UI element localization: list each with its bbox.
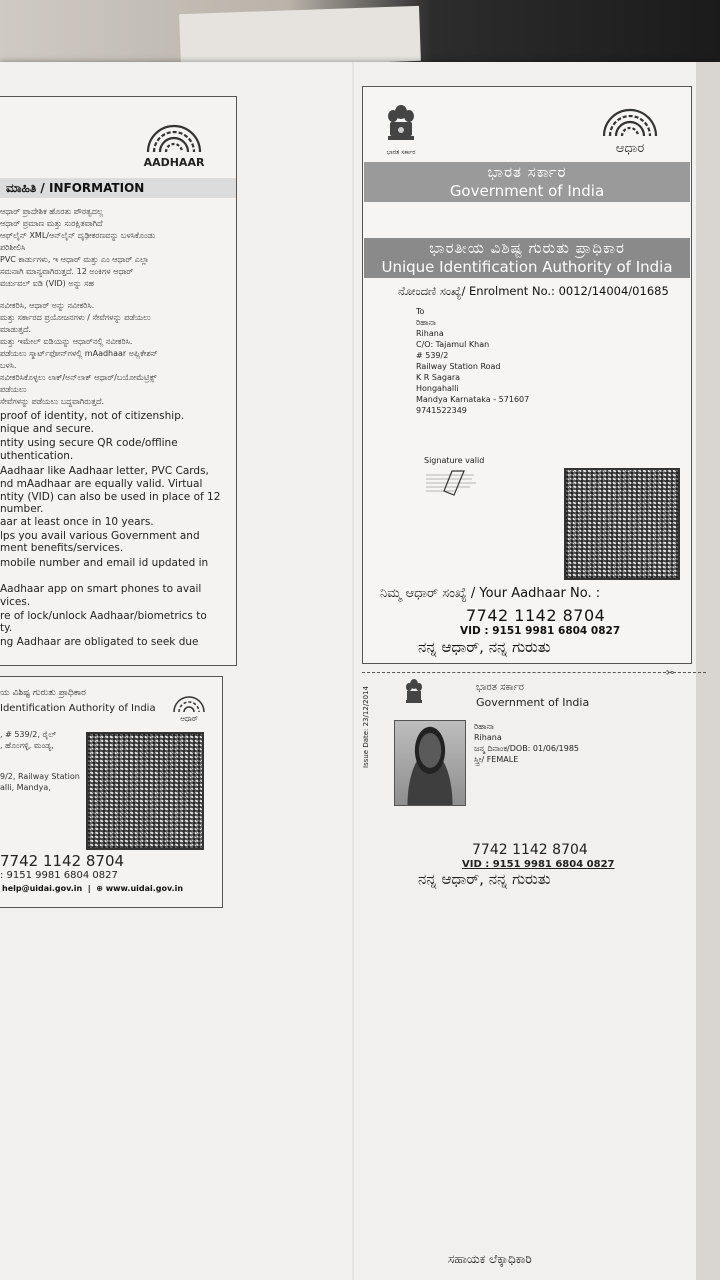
aadhaar-number: 7742 1142 8704	[472, 842, 588, 858]
card-header-en: Identification Authority of India	[0, 703, 156, 714]
info-line-kn: ಆಧಾರ್ ಪ್ರಮಾಣ ಮತ್ತು ಸುರಕ್ಷಿತವಾಗಿದೆ	[0, 219, 103, 228]
address-line: alli, Mandya,	[0, 783, 51, 792]
info-line-kn: ಸೇವೆಗಳನ್ನು ಪಡೆಯಲು ಬದ್ಧವಾಗಿರುತ್ತದೆ.	[0, 397, 105, 406]
svg-text:ಆಧಾರ್: ಆಧಾರ್	[180, 715, 198, 722]
tagline: ನನ್ನ ಆಧಾರ್, ನನ್ನ ಗುರುತು	[418, 870, 551, 888]
card-gov-kn: ಭಾರತ ಸರ್ಕಾರ	[476, 682, 524, 693]
sheet-fold	[352, 62, 354, 1280]
info-line-en: nd mAadhaar are equally valid. Virtual	[0, 478, 203, 490]
info-line-en: ng Aadhaar are obligated to seek due	[0, 636, 199, 648]
holder-name-kn: ರಿಹಾನಾ	[474, 722, 494, 731]
info-line-en: Aadhaar app on smart phones to avail	[0, 583, 202, 595]
qr-code	[86, 732, 204, 850]
tagline: ನನ್ನ ಆಧಾರ್, ನನ್ನ ಗುರುತು	[418, 638, 551, 656]
info-line-kn: ಬಳಸಿ.	[0, 361, 17, 370]
address-line: 9/2, Railway Station	[0, 772, 80, 781]
website-text: www.uidai.gov.in	[105, 884, 184, 893]
info-line-kn: ನವೀಕರಿಸಿ, ಆಧಾರ್ ಅನ್ನು ನವೀಕರಿಸಿ.	[0, 301, 95, 310]
info-line-kn: ಮತ್ತು ಇಮೇಲ್ ಐಡಿಯನ್ನು ಆಧಾರ್‌ನಲ್ಲಿ ನವೀಕರಿಸಿ.	[0, 337, 133, 346]
aadhaar-number-label: ನಿಮ್ಮ ಆಧಾರ್ ಸಂಖ್ಯೆ / Your Aadhaar No. :	[380, 586, 601, 601]
gov-name-en: Government of India	[449, 182, 605, 200]
info-line-kn: ಆಧಾರ್ ಪ್ರಾದೇಶಿಕ ಹೊರತು ಪೌರತ್ವದಲ್ಲ	[0, 207, 104, 216]
info-line-kn: ನವೀಕರಿಸಿಕೊಳ್ಳಲು ಲಾಕ್/ಅನ್‌ಲಾಕ್ ಆಧಾರ್/ಬಯೋಮೆಟ್ರಿಕ್ಸ್	[0, 373, 157, 382]
background-object	[179, 6, 421, 69]
info-line-en: uthentication.	[0, 450, 74, 462]
help-email: help@uidai.gov.in | ⊕ www.uidai.gov.in	[2, 884, 184, 893]
info-line-kn: PVC ಕಾರ್ಡುಗಳು, ಇ ಆಧಾರ್ ಮತ್ತು ಎಂ ಆಧಾರ್ ಎಲ್ಲಾ	[0, 255, 149, 264]
info-line-en: proof of identity, not of citizenship.	[0, 410, 185, 422]
holder-gender: ಸ್ತ್ರೀ/ FEMALE	[474, 755, 519, 764]
government-band	[364, 162, 690, 202]
aadhaar-logo	[138, 118, 210, 170]
uidai-name-en: Unique Identification Authority of India	[381, 258, 673, 276]
footer-designation: ಸಹಾಯಕ ಲೆಕ್ಕಾಧಿಕಾರಿ	[448, 1252, 532, 1266]
info-line-en: Aadhaar like Aadhaar letter, PVC Cards,	[0, 465, 209, 477]
svg-text:AADHAAR: AADHAAR	[143, 156, 205, 169]
aadhaar-logo	[168, 692, 210, 722]
address-line: , # 539/2, ರೈಲ್	[0, 730, 57, 739]
aadhaar-logo	[594, 104, 666, 156]
info-line-en: number.	[0, 503, 44, 515]
address-line: K R Sagara	[416, 373, 461, 382]
info-line-en: nique and secure.	[0, 423, 95, 435]
right-edge-paper	[696, 62, 720, 1280]
holder-name-en: Rihana	[474, 733, 502, 742]
address-name-en: Rihana	[416, 329, 444, 338]
aadhaar-number: 7742 1142 8704	[0, 852, 125, 870]
info-line-en: ntity (VID) can also be used in place of 12	[0, 491, 221, 503]
globe-icon: ⊕	[96, 884, 103, 893]
uidai-band	[364, 238, 690, 278]
info-line-kn: ವರ್ಚುವಲ್ ಐಡಿ (VID) ಅನ್ನು ಸಹ	[0, 279, 94, 288]
info-line-en: mobile number and email id updated in	[0, 557, 209, 569]
phone-number: 9741522349	[416, 406, 467, 415]
address-line: # 539/2	[416, 351, 449, 360]
holder-dob: ಜನ್ಮ ದಿನಾಂಕ/DOB: 01/06/1985	[474, 744, 580, 753]
signature-status: Signature valid	[424, 456, 485, 465]
holder-photo	[394, 720, 466, 806]
card-gov-en: Government of India	[476, 696, 590, 709]
address-line: C/O: Tajamul Khan	[416, 340, 490, 349]
info-line-en: ntity using secure QR code/offline	[0, 437, 178, 449]
issue-date: Issue Date: 23/12/2014	[362, 686, 370, 768]
vid-number: : 9151 9981 6804 0827	[0, 870, 118, 881]
info-line-en: lps you avail various Government and	[0, 530, 200, 542]
info-header: ಮಾಹಿತಿ / INFORMATION	[0, 178, 236, 198]
address-line: Railway Station Road	[416, 362, 501, 371]
info-line-en: re of lock/unlock Aadhaar/biometrics to	[0, 610, 207, 622]
info-line-en: ty.	[0, 622, 13, 634]
address-line: Hongahalli	[416, 384, 459, 393]
signature-check-icon	[424, 466, 484, 502]
info-line-kn: ಸಮನಾಗಿ ಮಾನ್ಯವಾಗಿರುತ್ತದೆ. 12 ಅಂಕಿಗಳ ಆಧಾರ್	[0, 267, 134, 276]
info-line-en: aar at least once in 10 years.	[0, 516, 154, 528]
address-to: To	[416, 307, 425, 316]
aadhaar-number: 7742 1142 8704	[466, 606, 606, 625]
address-line: Mandya Karnataka - 571607	[416, 395, 530, 404]
svg-text:ಆಧಾರ: ಆಧಾರ	[615, 141, 645, 156]
info-line-kn: ಮತ್ತು ಸರ್ಕಾರದ ಪ್ರಯೋಜನಗಳು / ಸೇವೆಗಳನ್ನು ಪಡೆಯಲು	[0, 313, 151, 322]
card-header-kn: ಯ ವಿಶಿಷ್ಟ ಗುರುತು ಪ್ರಾಧಿಕಾರ	[0, 688, 86, 698]
qr-code	[564, 468, 680, 580]
info-line-kn: ಮಾಡುತ್ತದೆ.	[0, 325, 32, 334]
national-emblem-icon	[404, 678, 424, 710]
uidai-name-kn: ಭಾರತೀಯ ವಿಶಿಷ್ಟ ಗುರುತು ಪ್ರಾಧಿಕಾರ	[429, 239, 625, 257]
info-line-en: vices.	[0, 596, 31, 608]
vid-number: VID : 9151 9981 6804 0827	[460, 625, 621, 637]
enrolment-number: ನೋಂದಣಿ ಸಂಖ್ಯೆ/ Enrolment No.: 0012/14004/01685	[398, 284, 669, 298]
svg-text:ಭಾರತ ಸರ್ಕಾರ: ಭಾರತ ಸರ್ಕಾರ	[386, 149, 416, 156]
info-line-kn: ಆಫ್‌ಲೈನ್ XML/ಆನ್‌ಲೈನ್ ದೃಢೀಕರಣವನ್ನು ಬಳಸಿಕೊಂಡು	[0, 231, 156, 240]
national-emblem-icon	[384, 102, 418, 158]
info-line-kn: ಪರಿಶೀಲಿಸಿ	[0, 243, 26, 252]
vid-number: VID : 9151 9981 6804 0827	[462, 859, 615, 870]
gov-name-kn: ಭಾರತ ಸರ್ಕಾರ	[487, 163, 567, 181]
address-name-kn: ರಿಹಾನಾ	[416, 318, 436, 327]
info-line-en: ment benefits/services.	[0, 542, 124, 554]
scissors-icon: ✂	[666, 668, 675, 679]
email-text: help@uidai.gov.in	[2, 884, 83, 893]
address-line: , ಹೊಂಗಳ್ಳಿ, ಮಂಡ್ಯ,	[0, 741, 54, 750]
info-line-kn: ಪಡೆಯಲು	[0, 385, 27, 394]
info-line-kn: ಪಡೆಯಲು ಸ್ಮಾರ್ಟ್‌ಫೋನ್‌ಗಳಲ್ಲಿ mAadhaar ಅಪ್ಲಿಕೇಶನ್	[0, 349, 158, 358]
